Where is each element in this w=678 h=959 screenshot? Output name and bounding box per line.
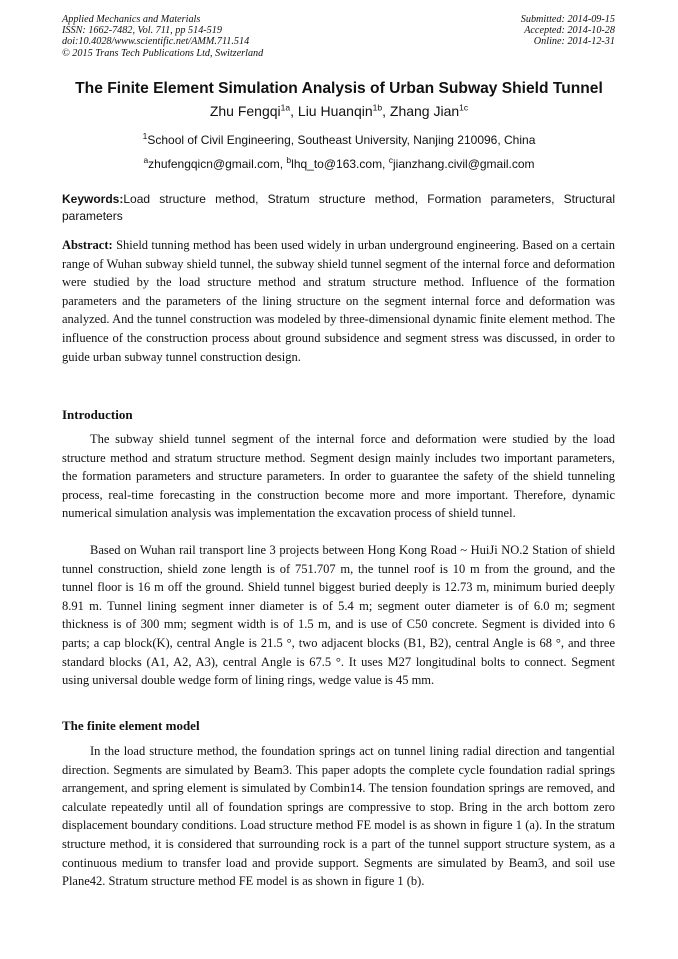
introduction-paragraph-1 xyxy=(62,430,615,523)
email-sup: a xyxy=(143,155,149,165)
fem-paragraph-1 xyxy=(62,742,615,891)
journal-info xyxy=(62,14,263,59)
submitted-date: Submitted: 2014-09-15 xyxy=(520,14,615,25)
author-emails xyxy=(0,157,678,171)
email-sup: b xyxy=(286,155,292,165)
affiliation xyxy=(0,133,678,147)
accepted-date: Accepted: 2014-10-28 xyxy=(524,25,615,37)
issn: ISSN: 1662-7482, Vol. 711, pp 514-519 xyxy=(62,25,222,37)
affiliation-sup: 1 xyxy=(142,131,148,141)
introduction-paragraph-2 xyxy=(62,541,615,690)
email-link: zhufengqicn@gmail.com, xyxy=(148,157,287,171)
copyright: © 2015 Trans Tech Publications Ltd, Switzerland xyxy=(62,47,264,59)
paragraph-text: In the load structure method, the foundation springs act on tunnel lining radial direction and tangential direction. Segments are simulated by Beam3. This paper adopts the complete cycle foundation radial springs arrangement, and spring element is simulated by Combin14. The tension foundation springs are removed, and calculate repeatedly until all of foundation springs are compressive to stop. Bring in the arch bottom zero displacement boundary conditions. Load structure method FE model is as shown in figure 1 (a). In the stratum structure method, it is considered that surrounding rock is a part of the tunnel support structure system, as a continuous medium to transfer load and provide support. Segments are simulated by Beam3, and soil use Plane42. Stratum structure method FE model is as shown in figure 1 (b). xyxy=(62,744,615,889)
email-link: lhq_to@163.com, xyxy=(291,157,389,171)
affiliation-text: School of Civil Engineering, Southeast University, Nanjing 210096, China xyxy=(147,133,536,147)
doi: doi:10.4028/www.scientific.net/AMM.711.514 xyxy=(62,36,250,48)
author-sup: 1a xyxy=(280,102,291,113)
author-list xyxy=(0,103,678,119)
publication-dates xyxy=(521,14,615,48)
author-name: Zhang Jian xyxy=(389,103,460,119)
online-date: Online: 2014-12-31 xyxy=(533,36,615,48)
journal-name: Applied Mechanics and Materials xyxy=(62,14,201,25)
keywords-label: Keywords: xyxy=(62,192,124,206)
introduction-heading: Introduction xyxy=(62,407,133,422)
author-sep: , xyxy=(290,103,298,119)
author-name: Liu Huanqin xyxy=(297,103,373,119)
abstract-label: Abstract: xyxy=(62,238,113,252)
author-sep: , xyxy=(382,103,390,119)
email-sup: c xyxy=(388,155,393,165)
keywords xyxy=(62,191,615,225)
abstract xyxy=(62,236,615,366)
author-sup: 1b xyxy=(372,102,383,113)
email-link: jianzhang.civil@gmail.com xyxy=(392,157,535,171)
author-name: Zhu Fengqi xyxy=(209,103,281,119)
keywords-text: Load structure method, Stratum structure method, Formation parameters, Structural parameters xyxy=(62,192,615,223)
author-sup: 1c xyxy=(459,102,469,113)
paragraph-text: The subway shield tunnel segment of the internal force and deformation were studied by the load structure method and stratum structure method. Segment design mainly includes two important parameters, the formation parameters and structure parameters. In order to guarantee the safety of the shield tunneling process, real-time forecasting in the construction become more and more important. Therefore, dynamic numerical simulation analysis was implementation the excavation process of shield tunnel. xyxy=(62,432,615,521)
paragraph-text: Based on Wuhan rail transport line 3 projects between Hong Kong Road ~ HuiJi NO.2 Station of shield tunnel construction, shield zone length is of 751.707 m, the tunnel roof is 10 m from the ground, and the tunnel floor is 16 m off the ground. Shield tunnel biggest buried deeply is 12.73 m, minimum buried deeply 8.91 m. Tunnel lining segment inner diameter is of 5.4 m; segment outer diameter is of 6.0 m; segment thickness is of 300 mm; segment width is of 1.5 m, and is use of C50 concrete. Segment is divided into 6 parts; a cap block(K), central Angle is 21.5 °, two adjacent blocks (B1, B2), central Angle is 68 °, and three standard blocks (A1, A2, A3), central Angle is 67.5 °. It uses M27 longitudinal bolts to connect. Segment using universal double wedge form of lining rings, wedge value is 45 mm. xyxy=(62,543,615,688)
paper-title: The Finite Element Simulation Analysis of Urban Subway Shield Tunnel xyxy=(75,80,603,97)
fem-heading: The finite element model xyxy=(62,718,200,733)
abstract-text: Shield tunning method has been used widely in urban underground engineering. Based on a certain range of Wuhan subway shield tunnel, the subway shield tunnel segment of the internal force and deformation were studied by the load structure method and stratum structure method. Influence of the formation parameters and the parameters of the lining structure on the segment internal force and deformation was analyzed. And the tunnel construction was modeled by three-dimensional dynamic finite element method. The influence of the construction process about ground subsidence and segment stress was discussed, in order to guide urban subway tunnel construction design. xyxy=(62,238,616,364)
